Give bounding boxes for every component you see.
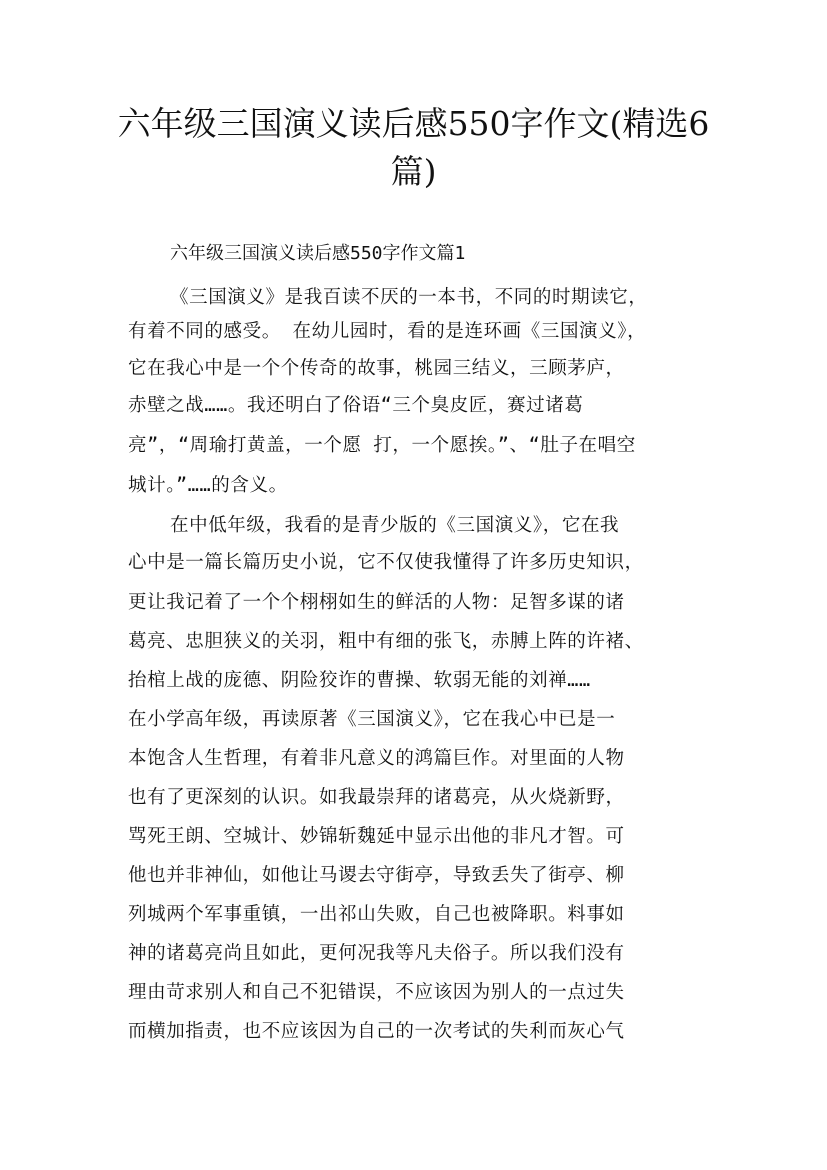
paragraph-line: 也有了更深刻的认识。如我最崇拜的诸葛亮，从火烧新野，	[128, 787, 625, 808]
paragraph-line: 抬棺上战的庞德、阴险狡诈的曹操、软弱无能的刘禅……	[128, 670, 591, 691]
paragraph-line: 骂死王朗、空城计、妙锦斩魏延中显示出他的非凡才智。可	[128, 826, 625, 847]
paragraph-line: 亮”，“周瑜打黄盖，一个愿 打，一个愿挨。”、“肚子在唱空	[128, 435, 636, 456]
paragraph-line: 在中低年级，我看的是青少版的《三国演义》，它在我	[170, 515, 620, 536]
document-title	[100, 100, 727, 196]
paragraph-line: 他也并非神仙，如他让马谡去守街亭，导致丢失了街亭、柳	[128, 865, 625, 886]
paragraph-line: 《三国演义》是我百读不厌的一本书，不同的时期读它，	[170, 287, 648, 308]
paragraph-line: 列城两个军事重镇，一出祁山失败，自己也被降职。料事如	[128, 904, 625, 925]
paragraph-line: 赤壁之战……。我还明白了俗语“三个臭皮匠，赛过诸葛	[128, 395, 584, 416]
paragraph-line: 而横加指责，也不应该因为自己的一次考试的失利而灰心气	[128, 1021, 625, 1042]
title-line-2: 篇)	[390, 152, 437, 191]
section-heading: 六年级三国演义读后感550字作文篇1	[170, 243, 466, 264]
paragraph-line: 在小学高年级，再读原著《三国演义》，它在我心中已是一	[128, 709, 616, 730]
paragraph-line: 有着不同的感受。 在幼儿园时，看的是连环画《三国演义》，	[128, 321, 647, 342]
paragraph-line: 城计。”……的含义。	[128, 475, 288, 496]
paragraph-line: 本饱含人生哲理，有着非凡意义的鸿篇巨作。对里面的人物	[128, 748, 625, 769]
paragraph-line: 它在我心中是一个个传奇的故事，桃园三结义，三顾茅庐，	[128, 358, 625, 379]
paragraph-line: 神的诸葛亮尚且如此，更何况我等凡夫俗子。所以我们没有	[128, 943, 625, 964]
paragraph-line: 心中是一篇长篇历史小说，它不仅使我懂得了许多历史知识，	[128, 552, 644, 573]
title-line-1: 六年级三国演义读后感550字作文(精选6	[117, 104, 710, 143]
paragraph-line: 更让我记着了一个个栩栩如生的鲜活的人物：足智多谋的诸	[128, 592, 625, 613]
paragraph-line: 葛亮、忠胆狭义的关羽，粗中有细的张飞，赤膊上阵的许褚、	[128, 631, 644, 652]
paragraph-line: 理由苛求别人和自己不犯错误，不应该因为别人的一点过失	[128, 982, 625, 1003]
